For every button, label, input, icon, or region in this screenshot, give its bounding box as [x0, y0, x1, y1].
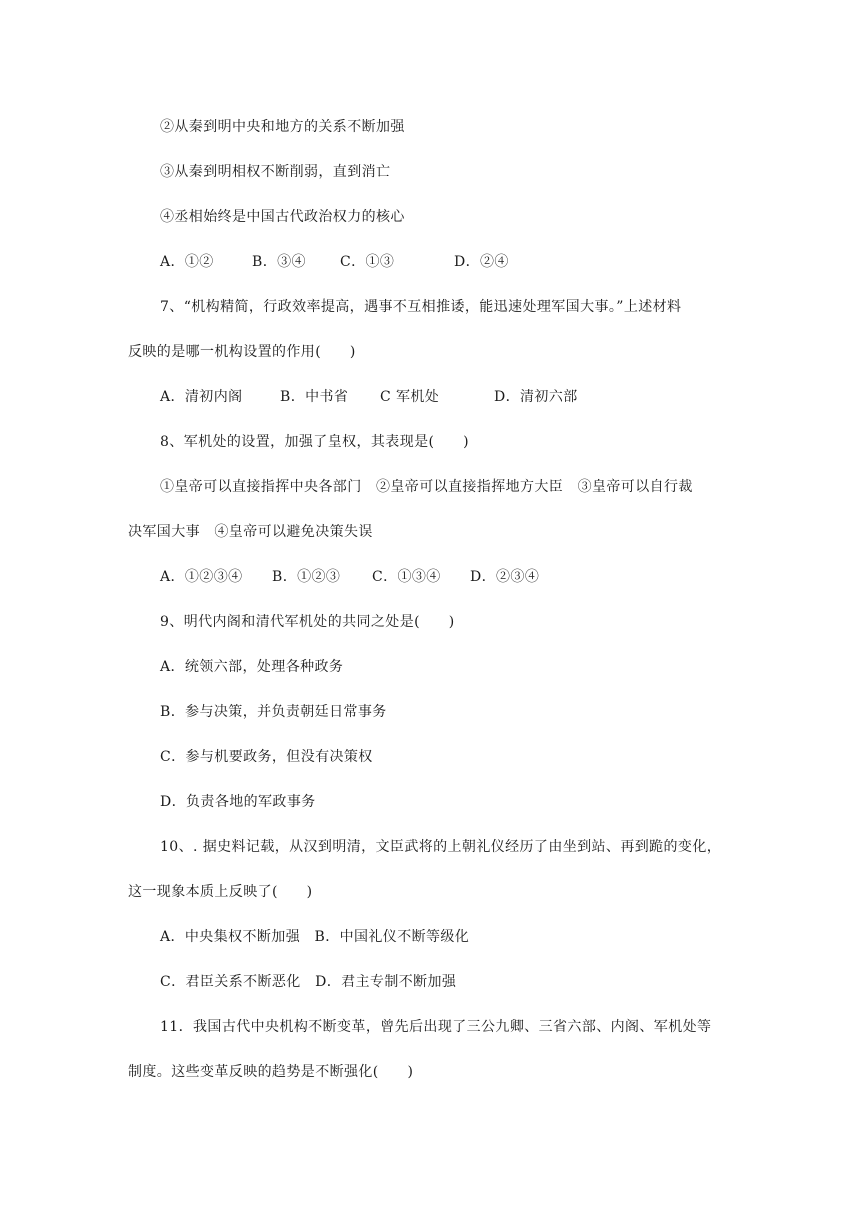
- q10-stem-line-2: 这一现象本质上反映了( ): [128, 884, 313, 900]
- q11-stem-line-2: 制度。这些变革反映的趋势是不断强化( ): [128, 1064, 414, 1080]
- q7-option-b: B．中书省: [280, 389, 349, 405]
- q7-stem-line-1: 7、“机构精简，行政效率提高，遇事不互相推诿，能迅速处理军国大事。”上述材料: [160, 299, 682, 315]
- q9-option-a: A．统领六部，处理各种政务: [160, 659, 344, 675]
- q8-statements-line-1: ①皇帝可以直接指挥中央各部门 ②皇帝可以直接指挥地方大臣 ③皇帝可以自行裁: [160, 479, 693, 495]
- q9-option-c: C．参与机要政务，但没有决策权: [160, 749, 373, 765]
- q6-option-d: D．②④: [454, 254, 509, 270]
- q7-option-c: C 军机处: [380, 389, 440, 405]
- q6-statement-4: ④丞相始终是中国古代政治权力的核心: [160, 209, 405, 225]
- q8-options: [160, 567, 760, 587]
- q6-statement-3: ③从秦到明相权不断削弱，直到消亡: [160, 164, 391, 180]
- q8-statements-line-2: 决军国大事 ④皇帝可以避免决策失误: [128, 524, 373, 540]
- q6-option-b: B．③④: [252, 254, 306, 270]
- q10-stem-line-1: 10、. 据史料记载，从汉到明清，文臣武将的上朝礼仪经历了由坐到站、再到跪的变化，: [160, 839, 722, 855]
- q8-option-c: C．①③④: [372, 569, 441, 585]
- q6-option-c: C．①③: [340, 254, 395, 270]
- q6-option-a: A．①②: [160, 254, 214, 270]
- q9-option-b: B．参与决策，并负责朝廷日常事务: [160, 704, 387, 720]
- q7-stem-line-2: 反映的是哪一机构设置的作用( ): [128, 344, 356, 360]
- q7-option-a: A．清初内阁: [160, 389, 243, 405]
- q10-options-cd: C．君臣关系不断恶化 D．君主专制不断加强: [160, 974, 457, 990]
- q6-options: [160, 252, 760, 272]
- q8-stem: 8、军机处的设置，加强了皇权，其表现是( ): [160, 434, 470, 450]
- q8-option-b: B．①②③: [272, 569, 341, 585]
- q9-option-d: D．负责各地的军政事务: [160, 794, 316, 810]
- q8-option-d: D．②③④: [470, 569, 540, 585]
- q9-stem: 9、明代内阁和清代军机处的共同之处是( ): [160, 614, 455, 630]
- q6-statement-2: ②从秦到明中央和地方的关系不断加强: [160, 119, 405, 135]
- q8-option-a: A．①②③④: [160, 569, 243, 585]
- q10-options-ab: A．中央集权不断加强 B．中国礼仪不断等级化: [160, 929, 470, 945]
- q7-option-d: D．清初六部: [494, 389, 578, 405]
- q11-stem-line-1: 11．我国古代中央机构不断变革，曾先后出现了三公九卿、三省六部、内阁、军机处等: [160, 1019, 712, 1035]
- q7-options: [160, 387, 760, 407]
